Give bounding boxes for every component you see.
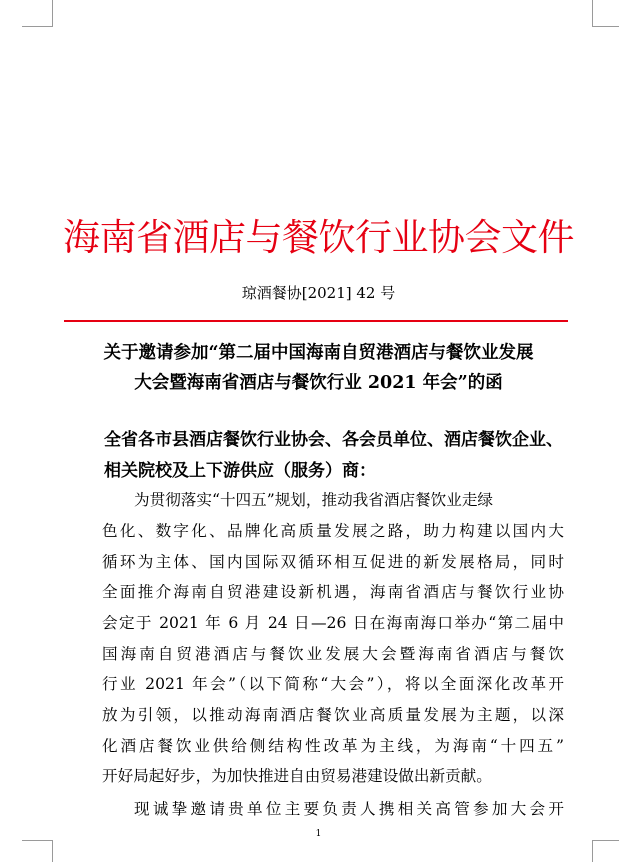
crop-mark-bottom-left (22, 840, 53, 862)
document-title-line-2: 大会暨海南省酒店与餐饮行业 2021 年会”的函 (134, 373, 503, 393)
document-title-line-1: 关于邀请参加“第二届中国海南自贸港酒店与餐饮业发展 (103, 343, 534, 363)
body-paragraph-line: 循环为主体、国内国际双循环相互促进的新发展格局，同时 (102, 553, 564, 571)
body-paragraph-line: 为贯彻落实“十四五”规划，推动我省酒店餐饮业走绿 (134, 491, 494, 509)
organization-header: 海南省酒店与餐饮行业协会文件 (63, 216, 574, 259)
document-number: 琼酒餐协[2021] 42 号 (241, 284, 396, 302)
body-paragraph-line: 全面推介海南自贸港建设新机遇，海南省酒店与餐饮行业协 (102, 583, 564, 601)
crop-mark-top-right (592, 0, 619, 27)
salutation-line-2: 相关院校及上下游供应（服务）商： (104, 461, 376, 481)
body-paragraph-line: 现诚挚邀请贵单位主要负责人携相关高管参加大会开 (134, 800, 564, 818)
body-paragraph-line: 化酒店餐饮业供给侧结构性改革为主线，为海南“十四五” (102, 737, 564, 755)
body-paragraph-line: 行业 2021 年会”（以下简称“大会”），将以全面深化改革开 (102, 675, 564, 693)
red-separator-line (64, 320, 568, 322)
crop-mark-top-left (22, 0, 53, 27)
salutation-line-1: 全省各市县酒店餐饮行业协会、各会员单位、酒店餐饮企业、 (104, 430, 563, 450)
body-paragraph-line: 放为引领，以推动海南酒店餐饮业高质量发展为主题，以深 (102, 706, 564, 724)
body-paragraph-line: 开好局起好步，为加快推进自由贸易港建设做出新贡献。 (102, 767, 492, 785)
body-paragraph-line: 色化、数字化、品牌化高质量发展之路，助力构建以国内大 (102, 522, 564, 540)
body-paragraph-line: 国海南自贸港酒店与餐饮业发展大会暨海南省酒店与餐饮 (102, 645, 564, 663)
page-number: 1 (315, 829, 322, 839)
body-paragraph-line: 会定于 2021 年 6 月 24 日—26 日在海南海口举办“第二届中 (102, 614, 564, 632)
crop-mark-bottom-right (592, 840, 619, 862)
